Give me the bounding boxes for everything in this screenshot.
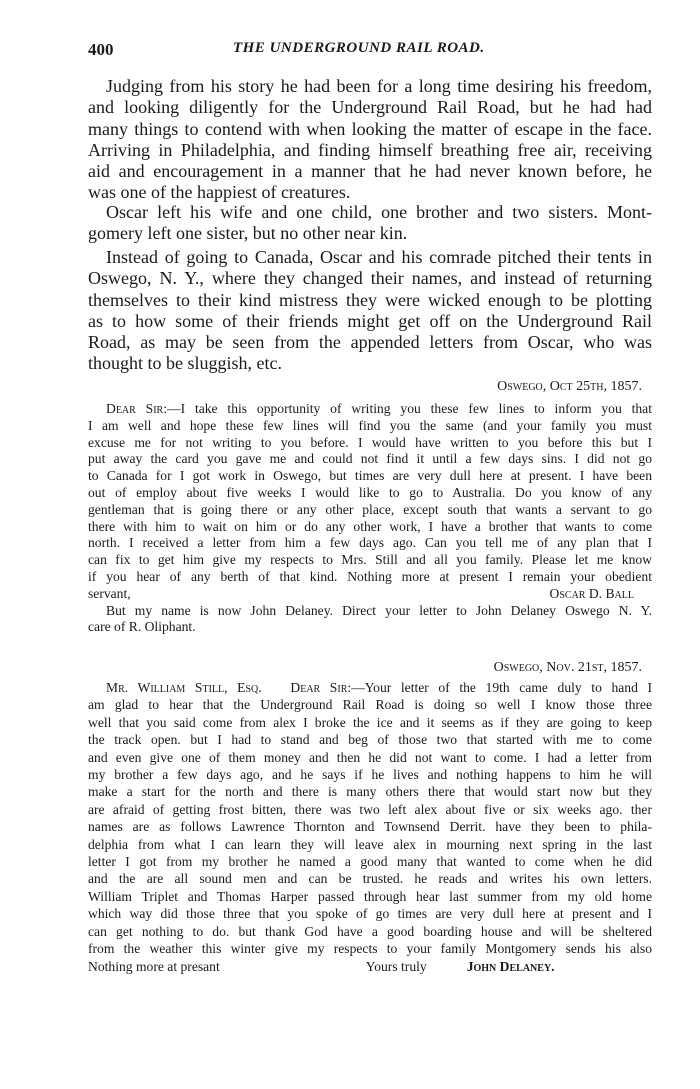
letter-line: gentleman that is going there or any other place, except south that wants a servant to go	[88, 501, 652, 517]
paragraph-instead	[88, 247, 652, 375]
letter2-first-line-text: :—Your letter of the 19th came duly to hand I	[347, 680, 652, 695]
text-line: themselves to their kind mistress they were wicked enough to be plotting	[88, 289, 652, 310]
letter1-closing-row	[88, 586, 652, 603]
letter2-body	[88, 696, 652, 957]
text-line: Oscar left his wife and one child, one brother and two sisters. Mont-	[106, 202, 652, 222]
letter-line: excuse me for not writing to you before. I would have written to you before this but I	[88, 434, 652, 450]
running-title: THE UNDERGROUND RAIL ROAD.	[233, 40, 485, 56]
text-line: as to how some of their friends might get off on the Underground Rail	[88, 310, 652, 331]
letter-line: and even give one of them money and then he did not want to come. I had a letter from	[88, 749, 652, 765]
letter-line: names are as follows Lawrence Thornton and Townsend Derrit. have they been to phila-	[88, 819, 652, 835]
letter2-closing-row	[88, 958, 652, 975]
letter1-body	[88, 418, 652, 586]
text-line: Oswego, N. Y., where they changed their names, and instead of returning	[88, 268, 652, 289]
letter-line: can fix to get him give my respects to Mrs. Still and all you family. Please let me know	[88, 552, 652, 568]
letter-line: to Canada for I got work in Oswego, but times are very dull here at present. I have been	[88, 468, 652, 484]
letter2-addressee: Mr. William Still, Esq.	[106, 680, 262, 695]
letter-line: put away the card you gave me and could not find it until a few days sins. I did not go	[88, 451, 652, 467]
letter1	[88, 401, 652, 636]
letter1-salutation: Dear Sir	[106, 401, 164, 416]
letter-line: are afraid of getting frost bitten, there was two left alex about five or six weeks ago. ther	[88, 801, 652, 817]
letter2-salutation: Dear Sir	[290, 680, 348, 695]
page-number: 400	[88, 40, 114, 59]
text-line: Instead of going to Canada, Oscar and his comrade pitched their tents in	[106, 247, 652, 267]
letter1-postscript-line: But my name is now John Delaney. Direct your letter to John Delaney Oswego N. Y.	[106, 602, 652, 618]
letter-line: am glad to hear that the Underground Rail Road is doing so well I know those three	[88, 697, 652, 713]
letter2-signature: John Delaney.	[466, 958, 555, 974]
letter-line: letter I got from my brother he named a good many that wanted to come when he did	[88, 854, 652, 870]
letter1-first-line-text: :—I take this opportunity of writing you these few lines to inform you that	[163, 401, 652, 416]
letter-line: my brother a few days ago, and he says if he lives and nothing happens to him he will	[88, 767, 652, 783]
letter1-date: Oswego, Oct 25th, 1857.	[497, 379, 642, 394]
letter2-yours-truly: Yours truly	[365, 958, 427, 974]
letter1-postscript-line: care of R. Oliphant.	[88, 619, 196, 635]
text-line: aid and encouragement in a manner that he had never known before, he	[88, 161, 652, 182]
paragraph-oscar-left	[88, 202, 652, 245]
letter-line: well that you said come from alex I broke the ice and it seems as if they are going to keep	[88, 714, 652, 730]
letter-line: make a start for the north and there is many others there that would start now but they	[88, 784, 652, 800]
text-line: was one of the happiest of creatures.	[88, 182, 351, 203]
letter-line: there with him to wait on him or do any other work, I have a brother that wants to come	[88, 518, 652, 534]
text-line: many things to contend with when looking the matter of escape in the face.	[88, 118, 652, 139]
letter-line: and the are all sound men and can be trusted. he reads and writes his own letters.	[88, 871, 652, 887]
letter-line: the track open. but I had to stand and beg of those two that started with me to come	[88, 732, 652, 748]
letter-line: out of employ about five weeks I would like to go to Australia. Do you know of any	[88, 484, 652, 500]
letter-line: from the weather this winter give my respects to your family Montgomery sends his also	[88, 941, 652, 957]
running-header	[88, 40, 652, 64]
paragraph-judging	[88, 76, 652, 204]
text-line: Road, as may be seen from the appended letters from Oscar, who was	[88, 332, 652, 353]
letter1-signature: Oscar D. Ball	[549, 585, 634, 601]
text-line: gomery left one sister, but no other near kin.	[88, 223, 408, 244]
text-line: Arriving in Philadelphia, and finding himself breathing free air, receiving	[88, 139, 652, 160]
text-line: Judging from his story he had been for a long time desiring his freedom,	[106, 76, 652, 96]
letter2-date: Oswego, Nov. 21st, 1857.	[493, 660, 642, 675]
letter-line: can get nothing to do. but thank God have a good boarding house and will be sheltered	[88, 923, 652, 939]
letter-line: which way did those three that you spoke of go times are very dull here at present and I	[88, 906, 652, 922]
letter-line: I am well and hope these few lines will find you the same (and your family you must	[88, 417, 652, 433]
letter1-closing: servant,	[88, 585, 131, 601]
letter1-first-line	[88, 401, 652, 418]
letter2-closing: Nothing more at presant	[88, 958, 220, 974]
letter-line: William Triplet and Thomas Harper passed through hear last summer from my old home	[88, 888, 652, 904]
text-line: thought to be sluggish, etc.	[88, 353, 282, 374]
letter-line: delphia from what I can learn they will leave alex in mourning next spring in the last	[88, 836, 652, 852]
letter-line: north. I received a letter from him a few days ago. Can you tell me of any plan that I	[88, 535, 652, 551]
text-line: and looking diligently for the Underground Rail Road, but he had had	[88, 97, 652, 118]
letter-line: if you hear of any berth of that kind. Nothing more at present I remain your obedient	[88, 568, 652, 584]
letter2	[88, 679, 652, 975]
letter2-first-line	[88, 679, 652, 696]
